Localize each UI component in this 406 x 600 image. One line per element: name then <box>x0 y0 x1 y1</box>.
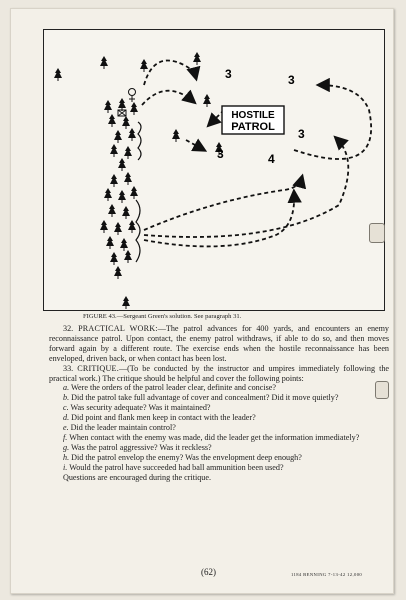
point-d: d. Did point and flank men keep in contact with the leader? <box>63 413 256 423</box>
point-e: e. Did the leader maintain control? <box>63 423 176 433</box>
point-c: c. Was security adequate? Was it maintained? <box>63 403 211 413</box>
patrol-column-lower <box>100 172 138 279</box>
paragraph-number: 33. <box>63 363 74 373</box>
paragraph-number: 32. <box>63 324 74 333</box>
body-text <box>49 324 389 483</box>
point-h: h. Did the patrol envelop the enemy? Was the envelopment deep enough? <box>63 452 302 462</box>
hostile-label-line2: PATROL <box>231 121 275 133</box>
squad-number-4: 3 <box>298 127 305 141</box>
paragraph-text: —(To be conducted by the instructor and umpires immediately following the practical work.) The critique should be helpful and cover the following points: <box>49 363 389 383</box>
squad-number-1: 3 <box>225 67 232 81</box>
hostile-label-line1: HOSTILE <box>231 110 275 121</box>
squad-number-5: 4 <box>268 152 275 166</box>
paragraph-33 <box>49 364 389 384</box>
print-code: 1184 BENNING 7-13-42 12,000 <box>291 572 363 577</box>
point-f: f. When contact with the enemy was made, did the leader get the information immediately? <box>63 432 360 442</box>
paragraph-32 <box>49 324 389 364</box>
figure-43-diagram <box>43 29 385 311</box>
point-g: g. Was the patrol aggressive? Was it reckless? <box>63 442 212 452</box>
tree-group-top <box>54 52 223 309</box>
patrol-column-upper <box>104 98 138 171</box>
closing-line: Questions are encouraged during the critique. <box>63 472 212 482</box>
squad-number-2: 3 <box>288 73 295 87</box>
binding-hole-upper <box>369 223 385 243</box>
figure-caption: FIGURE 43.—Sergeant Green's solution. See paragraph 31. <box>83 313 242 320</box>
page-sheet <box>10 8 394 594</box>
point-b: b. Did the patrol take full advantage of cover and concealment? Did it move quietly? <box>63 393 339 403</box>
point-a: a. Were the orders of the patrol leader clear, definite and concise? <box>63 383 276 393</box>
point-i: i. Would the patrol have succeeded had ball ammunition been used? <box>63 462 284 472</box>
route-arrows <box>142 61 371 247</box>
paragraph-heading: PRACTICAL WORK: <box>78 324 158 333</box>
paragraph-text: —The patrol advances for 400 yards, and encounters an enemy reconnaissance patrol. Upon contact, the enemy patrol withdraws, if able to do so, and then moves forward again by a different route. The exercise ends when the hostile reconnaissance has been enveloped, driven back, or when contact has been lost. <box>49 324 389 363</box>
diagram-svg <box>44 30 384 310</box>
squad-number-3: 3 <box>217 147 224 161</box>
paragraph-heading: CRITIQUE. <box>77 363 119 373</box>
binding-hole-lower <box>375 381 389 399</box>
page-number: (62) <box>201 567 216 577</box>
